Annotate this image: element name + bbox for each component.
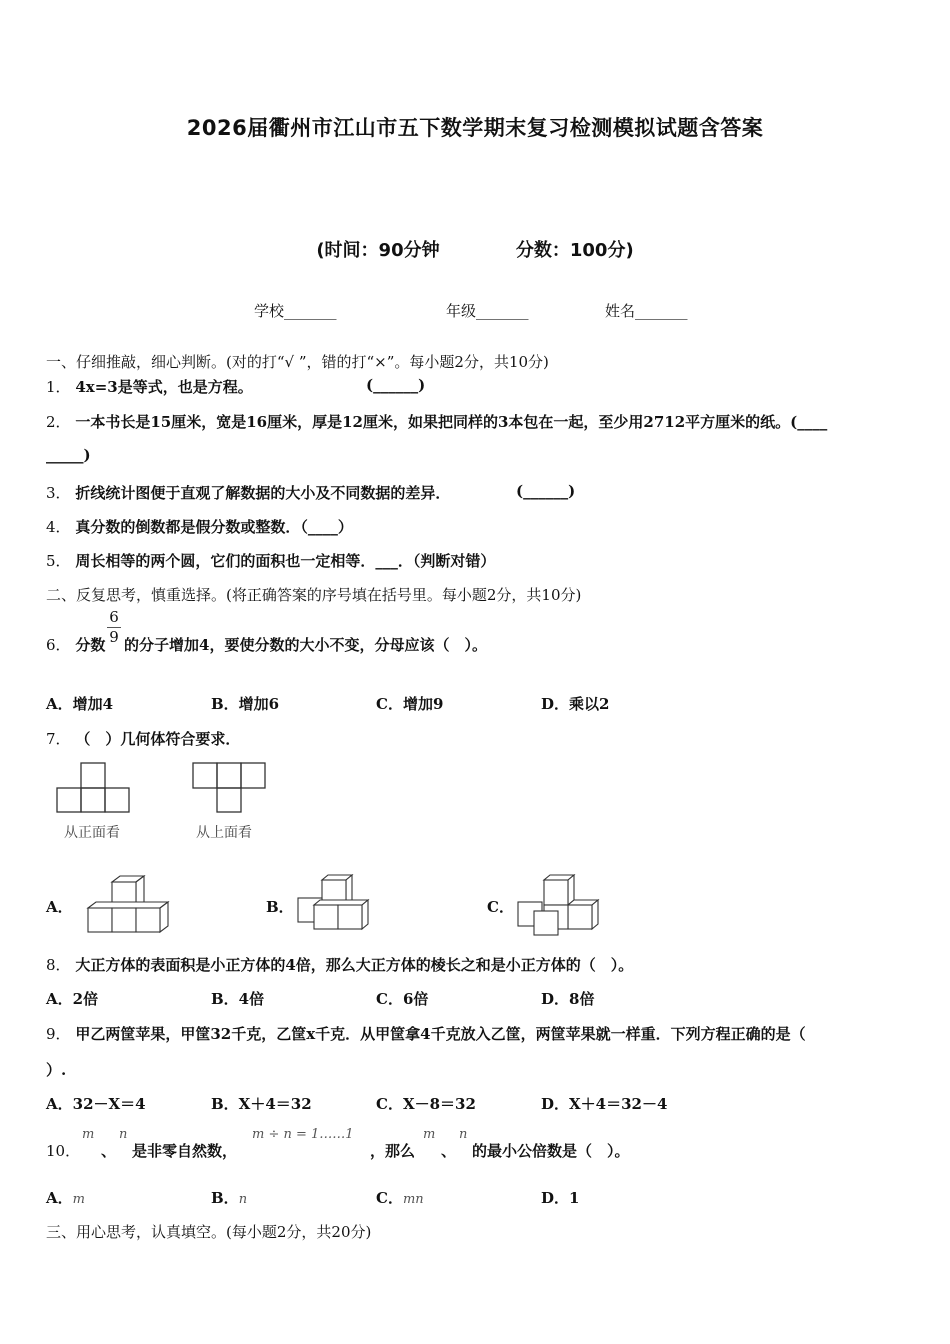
q9-option-c[interactable]: C．X－8＝32 <box>376 1095 476 1113</box>
q10-option-b-label: B． <box>211 1189 239 1207</box>
q1-text: 4x=3是等式，也是方程。 <box>75 378 253 396</box>
name-field: 姓名_______ <box>605 302 688 320</box>
q7-solid-a <box>84 874 174 936</box>
q9-text: 甲乙两筐苹果，甲筐32千克，乙筐x千克．从甲筐拿4千克放入乙筐，两筐苹果就一样重．下列方程正确的是（ <box>75 1025 806 1043</box>
fraction-denominator: 9 <box>109 628 119 646</box>
q6-fraction <box>107 608 121 646</box>
q10-option-a-label: A． <box>46 1189 73 1207</box>
school-field: 学校_______ <box>254 302 337 320</box>
q8-option-b[interactable]: B．4倍 <box>211 990 265 1008</box>
page-title: 2026届衢州市江山市五下数学期末复习检测模拟试题含答案 <box>186 116 764 140</box>
q9-option-d[interactable]: D．X＋4＝32－4 <box>541 1095 668 1113</box>
question-2 <box>46 411 827 432</box>
grade-field: 年级_______ <box>446 302 529 320</box>
front-view-figure <box>50 760 140 845</box>
q10-text3: 的最小公倍数是（ ）。 <box>472 1142 630 1160</box>
q5-text: 周长相等的两个圆，它们的面积也一定相等．___．（判断对错） <box>75 552 496 570</box>
q10-option-d[interactable]: D．1 <box>541 1189 580 1207</box>
question-4 <box>46 516 353 537</box>
q4-number: 4． <box>46 518 71 536</box>
q1-number: 1． <box>46 378 71 396</box>
question-3 <box>46 482 450 503</box>
q10-var-n: n <box>119 1127 128 1142</box>
q6-number: 6． <box>46 636 71 654</box>
q2-number: 2． <box>46 413 71 431</box>
q10-option-a-value: m <box>72 1192 85 1207</box>
question-8 <box>46 954 633 975</box>
q8-text: 大正方体的表面积是小正方体的4倍，那么大正方体的棱长之和是小正方体的（ ）。 <box>75 956 634 974</box>
section1-heading: 一、仔细推敲，细心判断。(对的打“√ ”，错的打“×”。每小题2分，共10分) <box>46 353 549 371</box>
q8-number: 8． <box>46 956 71 974</box>
q2-text: 一本书长是15厘米，宽是16厘米，厚是12厘米，如果把同样的3本包在一起，至少用2712平方厘米的纸。(____ <box>75 413 828 431</box>
q8-option-d[interactable]: D．8倍 <box>541 990 595 1008</box>
q6-pre: 分数 <box>75 636 106 654</box>
q10-option-b[interactable] <box>211 1187 247 1208</box>
q10-option-a[interactable] <box>46 1187 85 1208</box>
q7-solid-b <box>290 872 380 936</box>
q8-option-a[interactable]: A．2倍 <box>46 990 99 1008</box>
q7-option-a[interactable]: A． <box>46 898 73 916</box>
question-1 <box>46 376 253 397</box>
q10-option-c-value: mn <box>402 1192 424 1207</box>
q10-text1: 是非零自然数， <box>132 1142 238 1160</box>
q10-option-b-value: n <box>238 1192 248 1207</box>
q9-number: 9． <box>46 1025 71 1043</box>
q7-text: （ ）几何体符合要求． <box>75 730 241 748</box>
exam-score: 分数：100分) <box>515 240 634 261</box>
q3-number: 3． <box>46 484 71 502</box>
q3-blank: (______) <box>516 482 576 500</box>
section3-heading: 三、用心思考，认真填空。(每小题2分，共20分) <box>46 1223 372 1241</box>
q7-number: 7． <box>46 730 71 748</box>
q10-option-c[interactable] <box>376 1187 424 1208</box>
q6-option-c[interactable]: C．增加9 <box>376 695 444 713</box>
exam-time: (时间：90分钟 <box>316 240 440 261</box>
q10-expression: m ÷ n = 1……1 <box>252 1127 354 1142</box>
q5-number: 5． <box>46 552 71 570</box>
q10-var-m2: m <box>423 1127 436 1142</box>
q9-option-a[interactable]: A．32－X＝4 <box>46 1095 146 1113</box>
q10-option-c-label: C． <box>376 1189 403 1207</box>
q6-option-a[interactable]: A．增加4 <box>46 695 114 713</box>
q6-post: 的分子增加4，要使分数的大小不变，分母应该（ ）。 <box>124 636 487 654</box>
exam-meta <box>0 236 950 262</box>
q3-text: 折线统计图便于直观了解数据的大小及不同数据的差异． <box>75 484 451 502</box>
q10-number: 10． <box>46 1142 81 1160</box>
section2-heading: 二、反复思考，慎重选择。(将正确答案的序号填在括号里。每小题2分，共10分) <box>46 586 582 604</box>
q10-sep2: 、 <box>441 1142 457 1160</box>
fraction-numerator: 6 <box>107 608 121 628</box>
q7-option-b[interactable]: B． <box>266 898 294 916</box>
question-7 <box>46 728 240 749</box>
q8-option-c[interactable]: C．6倍 <box>376 990 429 1008</box>
q10-sep: 、 <box>101 1142 117 1160</box>
q9-option-b[interactable]: B．X＋4＝32 <box>211 1095 312 1113</box>
top-view-label: 从上面看 <box>196 825 252 841</box>
q6-option-d[interactable]: D．乘以2 <box>541 695 610 713</box>
question-5 <box>46 550 495 571</box>
front-view-label: 从正面看 <box>64 825 120 841</box>
q2-blank-cont: _____) <box>46 446 91 464</box>
q7-option-c[interactable]: C． <box>487 898 514 916</box>
q7-solid-c <box>512 872 607 936</box>
q10-text2: ，那么 <box>370 1142 416 1160</box>
q1-blank: (______) <box>366 376 426 394</box>
q10-var-m: m <box>82 1127 95 1142</box>
question-9 <box>46 1023 806 1044</box>
q6-option-b[interactable]: B．增加6 <box>211 695 280 713</box>
q4-text: 真分数的倒数都是假分数或整数．（____） <box>75 518 353 536</box>
q9-cont: ）. <box>46 1061 67 1079</box>
question-6 <box>46 634 105 655</box>
top-view-figure <box>186 760 276 845</box>
q10-var-n2: n <box>459 1127 468 1142</box>
